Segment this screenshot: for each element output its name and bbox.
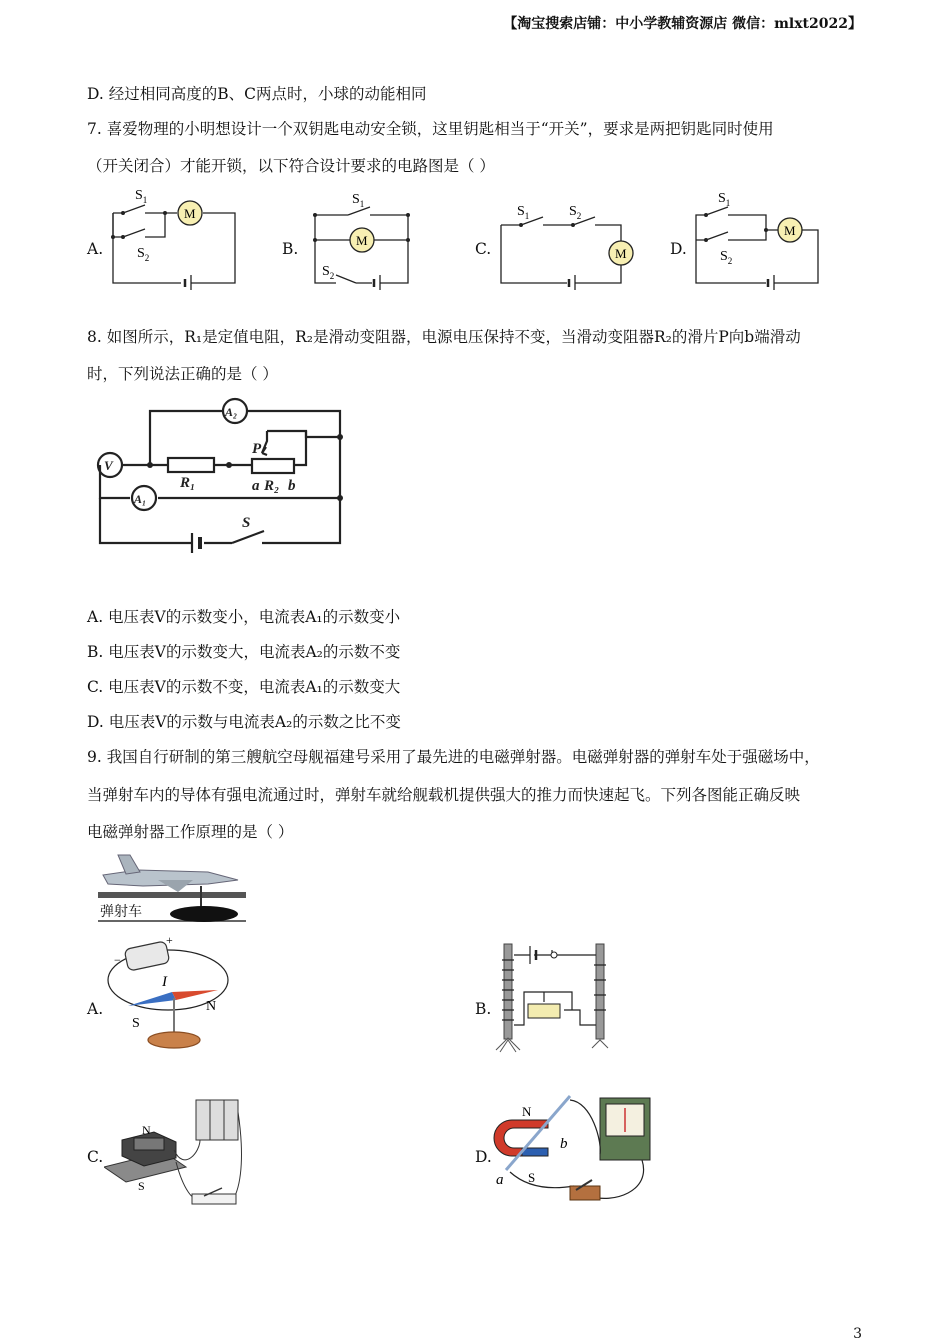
q7-circuit-a (105, 185, 245, 290)
q9a-north: N (206, 999, 217, 1014)
q9-label-d: D. (475, 1148, 492, 1166)
q8-v-label: V (104, 458, 113, 473)
q8-b-label: b (288, 478, 296, 494)
q9a-plus: + (166, 933, 173, 947)
svg-text:S2 (137, 246, 149, 263)
q8-r2-label: R₂ (264, 478, 280, 494)
q8-circuit-diagram (92, 395, 352, 560)
q7-stem-line2: （开关闭合）才能开锁，以下符合设计要求的电路图是（ ） (87, 157, 495, 175)
q9-figure-d-generator (492, 1092, 662, 1212)
q8-a-label: a (252, 478, 260, 494)
q7b-s2: S (322, 264, 330, 279)
q9d-a-label: a (496, 1172, 504, 1188)
q9-stem-line1: 9. 我国自行研制的第三艘航空母舰福建号采用了最先进的电磁弹射器。电磁弹射器的弹射车处于强磁场中， (87, 748, 820, 766)
q7c-sub1: 1 (524, 211, 530, 221)
svg-text:S1 (718, 191, 730, 208)
q8-a2-label: A₂ (225, 405, 238, 419)
q7-label-b: B. (282, 240, 299, 258)
svg-text:S2 (322, 264, 334, 281)
q8-option-b: B. 电压表V的示数变大，电流表A₂的示数不变 (87, 643, 401, 661)
q9a-current-label: I (162, 974, 167, 990)
q7c-s2: S (569, 204, 577, 219)
q9-stem-line3: 电磁弹射器工作原理的是（ ） (87, 823, 294, 841)
q9d-b-label: b (560, 1136, 568, 1152)
q7d-sub1: 1 (725, 198, 731, 208)
q9c-south: S (138, 1179, 145, 1193)
q7a-sub2: 2 (144, 253, 150, 263)
q7d-sub2: 2 (727, 256, 733, 266)
q9-figure-c-motor (104, 1092, 244, 1212)
q7-circuit-b (300, 185, 440, 290)
q7d-s2: S (720, 249, 728, 264)
q7c-motor-label: M (615, 246, 627, 261)
q7c-sub2: 2 (576, 211, 582, 221)
q8-p-label: P (252, 441, 262, 457)
q9-label-c: C. (87, 1148, 104, 1166)
q8-s-label: S (242, 515, 251, 531)
q7b-motor-label: M (356, 233, 368, 248)
q9d-north: N (522, 1104, 532, 1119)
q7-circuit-c (493, 185, 643, 290)
page-header: 【淘宝搜索店铺：中小学教辅资源店 微信：mlxt2022】 (503, 16, 862, 32)
q7-label-a: A. (87, 240, 104, 258)
svg-text:S1 (352, 192, 364, 209)
q7-stem-line1: 7. 喜爱物理的小明想设计一个双钥匙电动安全锁，这里钥匙相当于“开关”，要求是两把钥匙同时使用 (87, 120, 774, 138)
q9-catapult-caption: 弹射车 (100, 905, 142, 920)
q7a-s2: S (137, 246, 145, 261)
q7d-motor-label: M (784, 223, 796, 238)
q7-label-d: D. (670, 240, 687, 258)
q6-option-d: D. 经过相同高度的B、C两点时，小球的动能相同 (87, 85, 427, 103)
q9-figure-b-electromagnets (492, 940, 617, 1060)
q9-label-b: B. (475, 1000, 492, 1018)
q8-option-a: A. 电压表V的示数变小，电流表A₁的示数变小 (87, 608, 401, 626)
q9a-minus: − (114, 953, 121, 967)
q7a-motor-label: M (184, 206, 196, 221)
q9-catapult-figure (98, 850, 248, 925)
q8-option-c: C. 电压表V的示数不变，电流表A₁的示数变大 (87, 678, 401, 696)
q9-stem-line2: 当弹射车内的导体有强电流通过时，弹射车就给舰载机提供强大的推力而快速起飞。下列各图能正确反映 (87, 786, 801, 804)
q9c-north: N (142, 1123, 151, 1137)
q7a-s1: S (135, 188, 143, 203)
q7b-s1: S (352, 192, 360, 207)
svg-text:S2 (720, 249, 732, 266)
q9-figure-a-electromagnet-compass (100, 930, 240, 1055)
q7-label-c: C. (475, 240, 492, 258)
q9d-south: S (528, 1170, 536, 1185)
q8-stem-line1: 8. 如图所示，R₁是定值电阻，R₂是滑动变阻器，电源电压保持不变，当滑动变阻器R₂的滑片P向b端滑动 (87, 328, 801, 346)
svg-text:S1 (517, 204, 529, 221)
svg-text:S1 (135, 188, 147, 205)
svg-text:S2 (569, 204, 581, 221)
q7a-sub1: 1 (142, 195, 148, 205)
q9-label-a: A. (87, 1000, 104, 1018)
q7c-s1: S (517, 204, 525, 219)
q7b-sub1: 1 (359, 199, 365, 209)
q9a-south: S (132, 1016, 140, 1031)
q8-a1-label: A₁ (134, 492, 147, 506)
q8-stem-line2: 时，下列说法正确的是（ ） (87, 365, 278, 383)
page-number: 3 (853, 1326, 862, 1342)
q7-circuit-d (688, 185, 828, 290)
q7d-s1: S (718, 191, 726, 206)
q8-option-d: D. 电压表V的示数与电流表A₂的示数之比不变 (87, 713, 401, 731)
q7b-sub2: 2 (329, 271, 335, 281)
q8-r1-label: R₁ (180, 475, 196, 491)
